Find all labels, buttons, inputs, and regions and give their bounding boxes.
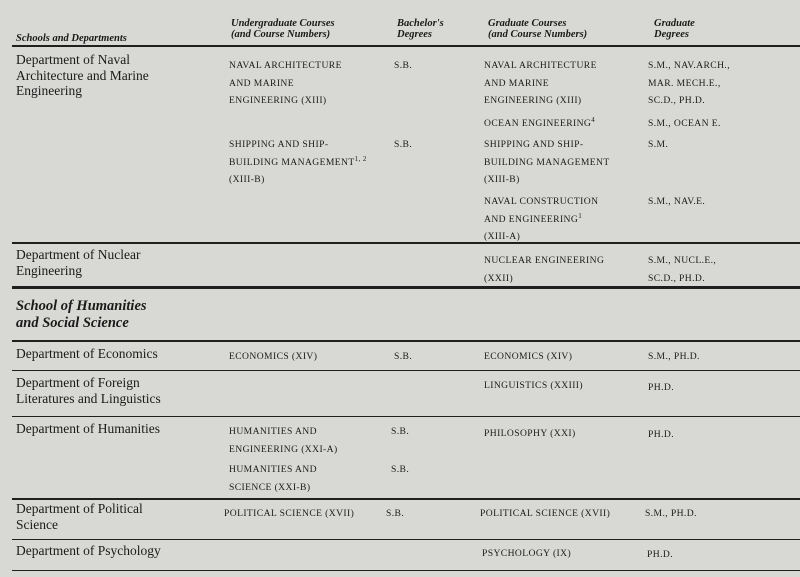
row-rule <box>12 498 800 500</box>
gr-linguistics-degree: PH.D. <box>648 382 674 393</box>
dept-foreign-literatures: Department of Foreign Literatures and Linguistics <box>16 375 161 406</box>
gr-nuclear-engineering: NUCLEAR ENGINEERING (XXII) <box>484 255 605 284</box>
header-schools: Schools and Departments <box>16 33 127 44</box>
ug-humanities-science-degree: S.B. <box>391 464 410 475</box>
ug-naval-architecture-degree: S.B. <box>394 60 413 71</box>
footnote-mark: 1, 2 <box>354 154 367 163</box>
gr-ocean-degree: S.M., OCEAN E. <box>648 118 721 129</box>
gr-linguistics: LINGUISTICS (XXIII) <box>484 380 583 391</box>
gr-ocean-engineering <box>484 115 595 133</box>
gr-shipping-degree: S.M. <box>648 139 669 150</box>
row-rule <box>12 242 800 244</box>
header-rule <box>12 45 800 47</box>
gr-economics: ECONOMICS (XIV) <box>484 351 573 362</box>
ug-shipping-line2: BUILDING MANAGEMENT <box>229 156 355 168</box>
ug-shipping-line1: SHIPPING AND SHIP- <box>229 139 329 150</box>
ug-economics-degree: S.B. <box>394 351 413 362</box>
ug-humanities-engineering-degree: S.B. <box>391 426 410 437</box>
dept-political-science: Department of Political Science <box>16 501 143 532</box>
gr-ocean-label: OCEAN ENGINEERING <box>484 118 592 129</box>
ug-humanities-engineering: HUMANITIES AND ENGINEERING (XXI-A) <box>229 426 338 455</box>
header-graduate-degrees: Graduate Degrees <box>654 18 695 40</box>
gr-naval-architecture-degree: S.M., NAV.ARCH., MAR. MECH.E., SC.D., PH.D. <box>648 60 731 106</box>
row-rule <box>12 340 800 342</box>
dept-psychology: Department of Psychology <box>16 543 161 558</box>
row-rule <box>12 539 800 540</box>
ug-political-science: POLITICAL SCIENCE (XVII) <box>224 508 355 519</box>
gr-naval-architecture: NAVAL ARCHITECTURE AND MARINE ENGINEERING (XIII) <box>484 60 597 106</box>
ug-naval-architecture: NAVAL ARCHITECTURE AND MARINE ENGINEERING (XIII) <box>229 60 342 106</box>
ug-humanities-science: HUMANITIES AND SCIENCE (XXI-B) <box>229 464 317 493</box>
bottom-rule <box>12 570 800 571</box>
section-rule <box>12 286 800 289</box>
gr-psychology: PSYCHOLOGY (IX) <box>482 548 572 559</box>
dept-nuclear-engineering: Department of Nuclear Engineering <box>16 247 141 278</box>
header-graduate-courses: Graduate Courses (and Course Numbers) <box>488 18 588 40</box>
row-rule <box>12 416 800 417</box>
ug-shipping-degree: S.B. <box>394 139 413 150</box>
school-humanities-heading: School of Humanities and Social Science <box>16 298 147 331</box>
footnote-mark: 4 <box>591 115 596 124</box>
gr-naval-construction-degree: S.M., NAV.E. <box>648 196 706 207</box>
dept-humanities: Department of Humanities <box>16 421 160 436</box>
dept-economics: Department of Economics <box>16 346 158 361</box>
ug-economics: ECONOMICS (XIV) <box>229 351 318 362</box>
gr-naval-construction-line2: AND ENGINEERING <box>484 213 579 225</box>
gr-nuclear-degree: S.M., NUCL.E., SC.D., PH.D. <box>648 255 717 284</box>
gr-economics-degree: S.M., PH.D. <box>648 351 700 362</box>
gr-shipping: SHIPPING AND SHIP- BUILDING MANAGEMENT (XIII-B) <box>484 139 610 185</box>
dept-naval-architecture: Department of Naval Architecture and Marine Engineering <box>16 52 149 98</box>
gr-philosophy: PHILOSOPHY (XXI) <box>484 428 576 439</box>
ug-shipping: SHIPPING AND SHIP- BUILDING MANAGEMENT$^{1, 2}$ (XIII-B) <box>229 139 367 185</box>
footnote-mark: 1 <box>578 211 583 220</box>
gr-psychology-degree: PH.D. <box>647 549 673 560</box>
row-rule <box>12 370 800 371</box>
gr-political-science-degree: S.M., PH.D. <box>645 508 697 519</box>
gr-political-science: POLITICAL SCIENCE (XVII) <box>480 508 611 519</box>
gr-philosophy-degree: PH.D. <box>648 429 674 440</box>
header-bachelors-degrees: Bachelor's Degrees <box>397 18 444 40</box>
gr-naval-construction: NAVAL CONSTRUCTION AND ENGINEERING$^1$ (XIII-A) <box>484 196 599 242</box>
ug-political-science-degree: S.B. <box>386 508 405 519</box>
header-undergraduate-courses: Undergraduate Courses (and Course Numbers) <box>231 18 335 40</box>
